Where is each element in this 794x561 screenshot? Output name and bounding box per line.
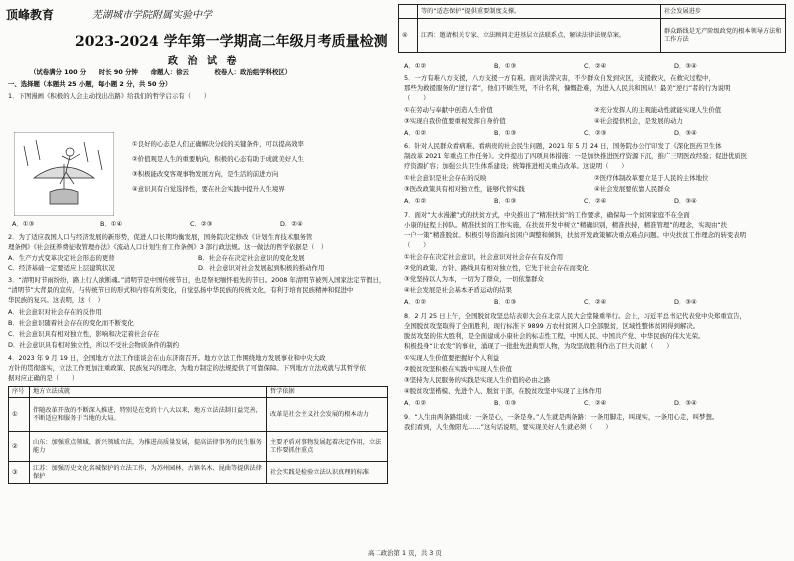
q2-line-1: 2．为了适应我国人口与经济发展的新形势，促进人口长期均衡发展，国务院决定修改《计划生育技术服务管 xyxy=(8,233,313,241)
q4-line-1: 4．2023 年 9 月 19 日，全国地方立法工作座谈会在山东济南召开。地方立法工作围绕地方发展事业和中央大政 xyxy=(8,354,326,362)
table-cell: 江西：邀请相关专家、立法顾问走进基层立法联系点，解读法律法规草案。 xyxy=(418,19,661,53)
q7-line-2: 小康的征程上掉队。精准扶贫的工作实施，在扶贫开发中树立“精确识别，精准扶持，精准管理”的理念，实现由“扶 xyxy=(404,221,728,229)
q8-choice-b: B．①③ xyxy=(494,399,517,407)
table-cell: 江苏：加强历史文化名城保护的立法工作，为苏州园林、古镇名木、昆曲等提供法律保护 xyxy=(30,462,267,484)
q5-option-3: ③实现自我价值要重视发挥自身价值 xyxy=(404,117,506,125)
q7-line-3: 一户一策”精准脱贫。积极引导资源向贫困户调整和倾斜，扶贫开发政策解决重点难点问题。中央扶贫工作理念的转变表明 xyxy=(404,231,747,239)
q7-option-3: ③党坚持以人为本，一切为了群众，一切依靠群众 xyxy=(404,275,544,283)
q6-option-4: ④社会发展要依靠人民群众 xyxy=(594,185,671,193)
table-cell: ③ xyxy=(9,462,30,484)
q6-line-3: 疗资源扩容；加强公共卫生体系建设；统筹推进相关重点改革。这说明（ ） xyxy=(404,162,628,170)
q3-line-2: “清明节”大背景的宣传，与传统节日的形式和内容有所变化，自觉弘扬中华民族的传统文化，有利于培育民族精神和促进中 xyxy=(8,286,354,294)
q1-choice-c: C．②③ xyxy=(190,220,213,228)
q5-line-2: 那些为救援服务的“逆行者”，他们不顾生死，不计名利，慷慨赴难，为进入人民共和国从！最美“逆行”者的行为说明 xyxy=(404,84,731,92)
q4-table-continued xyxy=(398,4,786,53)
q8-choice-d: D．③④ xyxy=(674,399,697,407)
q3-line-1: 3．“清明时节雨纷纷，路上行人欲断魂。”清明节是中国传统节日，也是祭祀缅怀祖先的节日。2008 年清明节被列入国家法定节假日， xyxy=(8,276,386,284)
q8-option-2: ②脱贫攻坚积极在实践中实现人生价值 xyxy=(404,365,512,373)
q1-option-3: ③积极能改变客观事物发展方向，是生活的前进方向 xyxy=(132,170,279,178)
q3-line-3: 华民族的复兴。这表明，这（ ） xyxy=(8,296,104,304)
q2-option-a: A．生产方式变革决定社会形态的更替 xyxy=(8,254,115,262)
q4-table xyxy=(8,386,388,484)
q6-option-2: ②医疗体制改革要立足于人民的主体地位 xyxy=(594,174,709,182)
table-cell: ② xyxy=(9,432,30,462)
q6-option-1: ①社会意识是社会存在的反映 xyxy=(404,174,487,182)
q5-choice-a: A．①② xyxy=(404,129,427,137)
q4-header-achievement: 地方立法成就 xyxy=(30,387,267,398)
q6-choice-a: A．①② xyxy=(404,197,427,205)
table-row xyxy=(9,462,388,484)
q6-choice-c: C．②④ xyxy=(584,197,607,205)
q7-option-4: ④社会发展是社会基本矛盾运动的结果 xyxy=(404,286,512,294)
q5-choice-d: D．③④ xyxy=(674,129,697,137)
table-row xyxy=(399,5,786,19)
q1-option-2: ②价值观是人生的重要航向，积极的心态有助于成就美好人生 xyxy=(132,155,304,163)
q7-choice-b: B．①③ xyxy=(494,298,517,306)
q7-option-1: ①社会存在决定社会意识，社会意识对社会存在有反作用 xyxy=(404,253,564,261)
table-cell: 山东：加强重点领域、新兴领域立法，为推进高质量发展，提高法律事务的民生服务能力 xyxy=(30,432,267,462)
q4-header-basis: 哲学依据 xyxy=(267,387,388,398)
q2-option-d: D．社会意识对社会发展起到积极的推动作用 xyxy=(198,264,325,272)
q4-header-no: 序号 xyxy=(9,387,30,398)
q6-option-3: ③医改政策具有相对独立性，能够代替实践 xyxy=(404,185,525,193)
table-cell: 社会实践是检验立法认识真理的标准 xyxy=(267,462,388,484)
section-heading: 一、选择题（本题共 25 小题，每小题 2 分，共 50 分） xyxy=(8,80,172,88)
q5-option-1: ①在劳动与奉献中创造人生价值 xyxy=(404,106,493,114)
q6-line-1: 6．针对人民群众看病难、看病贵的社会民生问题，2021 年 5 月 24 日，国务院办公厅印发了《深化医药卫生体 xyxy=(404,142,722,150)
brand-logo: 顶峰教育 xyxy=(6,8,55,22)
q6-choice-b: B．①③ xyxy=(494,197,517,205)
q8-option-1: ①实现人生价值要把握好个人利益 xyxy=(404,354,500,362)
exam-subject: 政 治 试 卷 xyxy=(168,56,240,67)
q3-option-a: A．社会意识对社会存在的反作用 xyxy=(8,308,102,316)
q1-choice-d: D．②④ xyxy=(280,220,303,228)
q7-option-2: ②党的政策、方针、路线具有相对独立性，它先于社会存在而变化 xyxy=(404,264,589,272)
q5-choice-b: B．①③ xyxy=(494,129,517,137)
cartoon-image xyxy=(14,132,114,216)
q8-option-3: ③坚持为人民服务的实践是实现人生价值的必由之路 xyxy=(404,376,551,384)
q4-line-2: 方针的贯彻落实，立法工作更加注重政策、民族复兴的理念，为地方制定的法规提供了可靠保障。下列地方立法成就与其哲学依 xyxy=(8,364,366,372)
table-row xyxy=(399,19,786,53)
q9-line-1: 9．“人生由两条路组成：一条是心，一条是身。”人生就是两条路：一条用脚走，叫现实，一条用心走，叫梦想。 xyxy=(404,413,719,421)
q2-option-b: B．社会存在决定社会意识的变化发展 xyxy=(198,254,305,262)
q7-choice-d: D．③④ xyxy=(674,298,697,306)
q8-option-4: ④脱贫攻坚楷模、先进个人、脱贫干部，在脱贫攻坚中实现了主体作用 xyxy=(404,387,602,395)
q8-line-1: 8．2 月 25 日上午，全国脱贫攻坚总结表彰大会在北京人民大会堂隆重举行。会上，习近平总书记代表党中央郑重宣告， xyxy=(404,312,746,320)
q3-option-d: D．社会意识具有相对独立性，所以不受社会物质条件的制约 xyxy=(8,341,180,349)
q1-option-1: ①良好的心态是人们正确解决分歧的关键条件，可以提高效率 xyxy=(132,140,304,148)
q8-line-2: 全国脱贫攻坚取得了全面胜利，现行标准下 9899 万农村贫困人口全部脱贫，区域性整体贫困得到解决。 xyxy=(404,322,700,330)
q4-table-header xyxy=(9,387,388,398)
q8-line-4: 积极投身“让农发”的事业，涌现了一批批先进典型人物，为攻坚战胜利作出了巨大贡献（ ） xyxy=(404,342,673,350)
q4-choice-b: B．①③ xyxy=(494,62,517,70)
q3-option-b: B．社会意识随着社会存在的变化而不断变化 xyxy=(8,319,134,327)
q8-choice-c: C．②④ xyxy=(584,399,607,407)
q7-choice-c: C．②④ xyxy=(584,298,607,306)
q2-line-2: 理条例》《社会抚养费征收管理办法》《流动人口计划生育工作条例》3 部行政法规。这一做法的哲学依据是（ ） xyxy=(8,243,328,251)
q5-line-3: （ ） xyxy=(404,94,430,102)
q1-option-4: ④意识具有自觉选择性，要在社会实践中提升人生境界 xyxy=(132,185,285,193)
q5-line-1: 5．一方有难八方支援，八方支援一方有难。面对洪涝灾害，不少群众自发到灾区，支援救灾，在救灾过程中， xyxy=(404,74,715,82)
table-cell: 伴随改革开放的不断深入推进，特别是在党的十八大以来，地方立法法制日益完善，不断适应和服务于当地的大局。 xyxy=(30,398,267,432)
table-cell xyxy=(399,5,418,19)
table-row xyxy=(9,432,388,462)
q4-choice-c: C．②④ xyxy=(584,62,607,70)
q5-choice-c: C．②③ xyxy=(584,129,607,137)
exam-info: （试卷满分 100 分 时长 90 分钟 命题人：徐云 校卷人：政治组学科校区） xyxy=(30,68,292,76)
table-cell: 等的“适态保护”提供重要制度支撑。 xyxy=(418,5,661,19)
q4-line-3: 据对应正确的是（ ） xyxy=(8,374,79,382)
table-cell: ④ xyxy=(399,19,418,53)
q1-stem: 1．下图漫画《积极的人会主动找出出路》给我们的哲学启示有（ ） xyxy=(8,92,211,100)
table-cell: 主要矛盾对事物发展起着决定作用，立法工作要抓住重点 xyxy=(267,432,388,462)
q8-line-3: 脱贫攻坚的伟大胜利，是全面建成小康社会的标志性工程，中国人民、中国共产党、中华民族的伟大光荣。 xyxy=(404,332,705,340)
q9-line-2: 我们看到，人生像阳光……”这句话说明，要实现美好人生就必须（ ） xyxy=(404,423,612,431)
q2-option-c: C．经济基础一定要适应上层建筑状况 xyxy=(8,264,115,272)
page-footer: 高二政治第 1 页，共 3 页 xyxy=(368,549,442,557)
q4-choice-d: D．③④ xyxy=(674,62,697,70)
q5-option-2: ②充分发挥人的主观能动性就能实现人生价值 xyxy=(594,106,722,114)
q6-choice-d: D．③④ xyxy=(674,197,697,205)
q3-option-c: C．社会意识具有相对独立性，影响和决定着社会存在 xyxy=(8,330,160,338)
school-name: 芜湖城市学院附属实验中学 xyxy=(92,10,212,21)
q1-choice-b: B．①④ xyxy=(100,220,123,228)
q5-option-4: ④社会提供机会，是发展的动力 xyxy=(594,117,683,125)
table-cell: 改革是社会主义社会发展的根本动力 xyxy=(267,398,388,432)
q1-choice-a: A．①③ xyxy=(12,220,35,228)
q7-line-4: （ ） xyxy=(404,241,430,249)
exam-title: 2023-2024 学年第一学期高二年级月考质量检测 xyxy=(75,34,388,50)
table-row xyxy=(9,398,388,432)
table-cell: 社会发展进步 xyxy=(661,5,786,19)
q4-choice-a: A．①② xyxy=(404,62,427,70)
q6-line-2: 制改革 2021 年重点工作任务》。文件提出了四项具体措施：一是加快推进医疗资源下沉，推广三明医改经验；促进优质医 xyxy=(404,152,748,160)
table-cell: 群众路线是无产阶级政党的根本领导方法和工作方法 xyxy=(661,19,786,53)
q8-choice-a: A．①② xyxy=(404,399,427,407)
q7-line-1: 7．面对“大水漫灌”式的扶贫方式，中央推出了“精准扶贫”的工作要求，确保每一个贫困家庭不在全面 xyxy=(404,211,690,219)
table-cell: ① xyxy=(9,398,30,432)
q7-choice-a: A．①② xyxy=(404,298,427,306)
